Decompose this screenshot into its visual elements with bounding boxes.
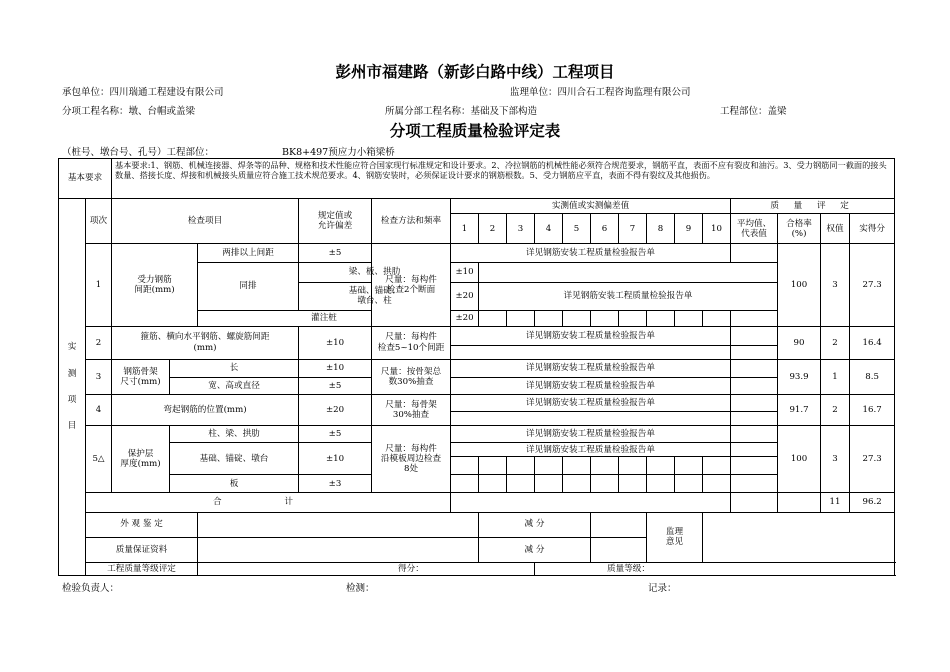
item-5-spec-2: ±10 bbox=[299, 443, 372, 475]
measure-cell bbox=[479, 310, 507, 326]
item-4-pass-rate: 91.7 bbox=[778, 395, 821, 426]
item-4-average bbox=[731, 412, 778, 426]
item-1-sub-1: 两排以上间距 bbox=[198, 244, 299, 263]
item-4-no: 4 bbox=[86, 395, 112, 426]
division-name: 所属分部工程名称：基础及下部构造 bbox=[385, 106, 538, 117]
measure-cell bbox=[619, 475, 647, 493]
measure-cell bbox=[619, 457, 647, 475]
measure-cell bbox=[675, 475, 703, 493]
measure-cell bbox=[507, 457, 535, 475]
total-average bbox=[731, 493, 778, 512]
supervisor-unit: 监理单位：四川合石工程咨询监理有限公司 bbox=[510, 87, 691, 98]
item-1-average bbox=[731, 244, 778, 263]
item-1-spec-3: ±20 bbox=[451, 282, 479, 310]
measure-cell bbox=[535, 457, 563, 475]
measure-no: 5 bbox=[563, 214, 591, 244]
item-1-spec-2: ±10 bbox=[451, 263, 479, 282]
item-5-average bbox=[731, 457, 778, 475]
item-5-sub-3: 板 bbox=[170, 475, 299, 493]
pile-label: （桩号、墩台号、孔号）工程部位： bbox=[62, 147, 215, 158]
measure-no: 3 bbox=[507, 214, 535, 244]
contractor: 承包单位：四川瑞通工程建设有限公司 bbox=[62, 87, 224, 98]
item-3-spec-1: ±10 bbox=[299, 359, 372, 377]
item-1-note-a: 详见钢筋安装工程质量检验报告单 bbox=[451, 244, 731, 263]
measure-cell bbox=[451, 475, 479, 493]
item-3-note-b: 详见钢筋安装工程质量检验报告单 bbox=[451, 377, 731, 394]
item-4-method: 尺量：每骨架 30%抽查 bbox=[372, 395, 451, 426]
item-4-average bbox=[731, 395, 778, 412]
item-2-average bbox=[731, 326, 778, 345]
item-1-blank-row bbox=[479, 263, 778, 282]
grade-eval-label: 工程质量等级评定 bbox=[86, 562, 198, 575]
col-spec: 规定值或 允许偏差 bbox=[299, 199, 372, 244]
item-2-method: 尺量：每构件 检查5~10个间距 bbox=[372, 326, 451, 359]
recorder-label: 记录： bbox=[648, 583, 677, 594]
measure-cell bbox=[619, 310, 647, 326]
item-5-weight: 3 bbox=[821, 426, 850, 493]
supervisor-opinion-value bbox=[703, 512, 895, 562]
measure-cell bbox=[563, 457, 591, 475]
item-5-average bbox=[731, 426, 778, 443]
measure-no: 4 bbox=[535, 214, 563, 244]
item-1-spec-4: ±20 bbox=[451, 310, 479, 326]
col-item-no: 项次 bbox=[86, 199, 112, 244]
col-weight: 权值 bbox=[821, 214, 850, 244]
col-measured: 实测值或实测偏差值 bbox=[451, 199, 731, 214]
item-3-method: 尺量：按骨架总 数30%抽查 bbox=[372, 359, 451, 394]
measure-cell bbox=[563, 475, 591, 493]
item-2-score: 16.4 bbox=[850, 326, 895, 359]
measure-no: 1 bbox=[451, 214, 479, 244]
item-3-sub-1: 长 bbox=[170, 359, 299, 377]
quality-docs-deduct-value bbox=[591, 537, 647, 562]
item-1-name: 受力钢筋 间距(mm) bbox=[112, 244, 198, 326]
measure-cell bbox=[479, 475, 507, 493]
col-method: 检查方法和频率 bbox=[372, 199, 451, 244]
item-1-sub-3: 基础、锚碇、 墩台、柱 bbox=[299, 282, 451, 310]
measure-no: 9 bbox=[675, 214, 703, 244]
inspector-label: 检验负责人： bbox=[62, 583, 120, 594]
item-3-no: 3 bbox=[86, 359, 112, 394]
item-4-weight: 2 bbox=[821, 395, 850, 426]
item-5-sub-2: 基础、锚碇、墩台 bbox=[170, 443, 299, 475]
item-1-sub-4: 灌注桩 bbox=[198, 310, 451, 326]
item-3-note-a: 详见钢筋安装工程质量检验报告单 bbox=[451, 359, 731, 377]
total-pass-rate bbox=[778, 493, 821, 512]
item-5-method: 尺量：每构件 沿模板周边检查 8处 bbox=[372, 426, 451, 493]
item-3-average bbox=[731, 359, 778, 377]
item-1-score: 27.3 bbox=[850, 244, 895, 326]
item-2-note: 详见钢筋安装工程质量检验报告单 bbox=[451, 326, 731, 345]
appearance-deduct-label: 减 分 bbox=[479, 512, 591, 537]
quality-docs-deduct-label: 减 分 bbox=[479, 537, 591, 562]
sub-item-name: 分项工程名称：墩、台帽或盖梁 bbox=[62, 106, 196, 117]
item-5-sub-1: 柱、梁、拱肋 bbox=[170, 426, 299, 443]
appearance-label: 外 观 鉴 定 bbox=[86, 512, 198, 537]
pile-value: BK8+497预应力小箱梁桥 bbox=[282, 147, 395, 158]
measure-cell bbox=[507, 310, 535, 326]
item-1-pass-rate: 100 bbox=[778, 244, 821, 326]
item-5-name: 保护层 厚度(mm) bbox=[112, 426, 170, 493]
col-pass-rate: 合格率 (%) bbox=[778, 214, 821, 244]
item-1-method: 尺量：每构件 检查2个断面 bbox=[372, 244, 451, 326]
item-3-score: 8.5 bbox=[850, 359, 895, 394]
item-5-spec-1: ±5 bbox=[299, 426, 372, 443]
item-2-name: 箍筋、横向水平钢筋、螺旋筋间距 (mm) bbox=[112, 326, 299, 359]
measure-cell bbox=[647, 457, 675, 475]
work-location: 工程部位：盖梁 bbox=[720, 106, 787, 117]
item-4-score: 16.7 bbox=[850, 395, 895, 426]
measure-no: 10 bbox=[703, 214, 731, 244]
col-average: 平均值、 代表值 bbox=[731, 214, 778, 244]
item-1-note-b: 详见钢筋安装工程质量检验报告单 bbox=[479, 282, 778, 310]
measure-cell bbox=[535, 475, 563, 493]
appearance-deduct-value bbox=[591, 512, 647, 537]
col-quality-eval: 质 量 评 定 bbox=[731, 199, 895, 214]
item-1-same-row-label: 同排 bbox=[198, 263, 299, 310]
basic-req-label: 基本要求 bbox=[59, 159, 112, 199]
supervisor-opinion-label: 监理 意见 bbox=[647, 512, 703, 562]
item-4-spec: ±20 bbox=[299, 395, 372, 426]
tester-label: 检测： bbox=[346, 583, 375, 594]
item-1-sub-2: 梁、板、拱肋 bbox=[299, 263, 451, 282]
item-3-pass-rate: 93.9 bbox=[778, 359, 821, 394]
col-score: 实得分 bbox=[850, 214, 895, 244]
item-2-blank-row bbox=[451, 345, 731, 359]
item-5-spec-3: ±3 bbox=[299, 475, 372, 493]
form-title: 分项工程质量检验评定表 bbox=[389, 122, 561, 140]
item-3-average bbox=[731, 377, 778, 394]
item-5-note-b: 详见钢筋安装工程质量检验报告单 bbox=[451, 443, 731, 457]
total-label: 合 计 bbox=[86, 493, 451, 512]
measure-cell bbox=[703, 475, 731, 493]
measure-no: 7 bbox=[619, 214, 647, 244]
measure-cell bbox=[507, 475, 535, 493]
appearance-value bbox=[198, 512, 479, 537]
measure-no: 6 bbox=[591, 214, 619, 244]
measure-cell bbox=[479, 457, 507, 475]
item-5-average bbox=[731, 443, 778, 457]
grade-label: 质量等级： bbox=[535, 562, 895, 575]
measure-cell bbox=[675, 457, 703, 475]
quality-docs-label: 质量保证资料 bbox=[86, 537, 198, 562]
item-4-blank-row bbox=[451, 412, 731, 426]
item-3-sub-2: 宽、高或直径 bbox=[170, 377, 299, 394]
item-5-pass-rate: 100 bbox=[778, 426, 821, 493]
measure-cell bbox=[647, 475, 675, 493]
total-weight: 11 bbox=[821, 493, 850, 512]
item-1-weight: 3 bbox=[821, 244, 850, 326]
measure-no: 8 bbox=[647, 214, 675, 244]
item-2-spec: ±10 bbox=[299, 326, 372, 359]
item-3-name: 钢筋骨架 尺寸(mm) bbox=[112, 359, 170, 394]
item-5-note-a: 详见钢筋安装工程质量检验报告单 bbox=[451, 426, 731, 443]
col-check-item: 检查项目 bbox=[112, 199, 299, 244]
measured-items-side-label: 实 测 项 目 bbox=[59, 199, 86, 576]
project-title: 彭州市福建路（新彭白路中线）工程项目 bbox=[335, 63, 615, 81]
measure-cell bbox=[703, 310, 731, 326]
measure-no: 2 bbox=[479, 214, 507, 244]
item-5-score: 27.3 bbox=[850, 426, 895, 493]
measure-cell bbox=[451, 457, 479, 475]
item-4-name: 弯起钢筋的位置(mm) bbox=[112, 395, 299, 426]
measure-cell bbox=[703, 457, 731, 475]
measure-cell bbox=[591, 457, 619, 475]
item-5-average bbox=[731, 475, 778, 493]
measure-cell bbox=[535, 310, 563, 326]
item-4-note: 详见钢筋安装工程质量检验报告单 bbox=[451, 395, 731, 412]
measure-cell bbox=[591, 475, 619, 493]
item-1-no: 1 bbox=[86, 244, 112, 326]
quality-docs-value bbox=[198, 537, 479, 562]
item-2-pass-rate: 90 bbox=[778, 326, 821, 359]
item-1-spec-1: ±5 bbox=[299, 244, 372, 263]
item-3-weight: 1 bbox=[821, 359, 850, 394]
measure-cell bbox=[563, 310, 591, 326]
quality-inspection-table bbox=[58, 158, 895, 576]
item-3-spec-2: ±5 bbox=[299, 377, 372, 394]
measure-cell bbox=[731, 310, 778, 326]
measure-cell bbox=[647, 310, 675, 326]
score-label: 得分： bbox=[198, 562, 535, 575]
total-blank bbox=[451, 493, 731, 512]
measure-cell bbox=[591, 310, 619, 326]
item-2-no: 2 bbox=[86, 326, 112, 359]
item-5-no: 5△ bbox=[86, 426, 112, 493]
total-score: 96.2 bbox=[850, 493, 895, 512]
item-2-weight: 2 bbox=[821, 326, 850, 359]
measure-cell bbox=[675, 310, 703, 326]
basic-req-text: 基本要求:1、钢筋、机械连接器、焊条等的品种、规格和技术性能应符合国家现行标准规定和设计要求。2、冷拉钢筋的机械性能必须符合规范要求，钢筋平直，表面不应有裂皮和油污。3、受力钢筋同一截面的接头数量、搭接长度、焊接和机械接头质量应符合施工技术规范要求。4、钢筋安装时，必须保证设计要求的钢筋根数。5、受力钢筋应平直，表面不得有裂纹及其他损伤。 bbox=[112, 159, 895, 199]
item-2-average bbox=[731, 345, 778, 359]
